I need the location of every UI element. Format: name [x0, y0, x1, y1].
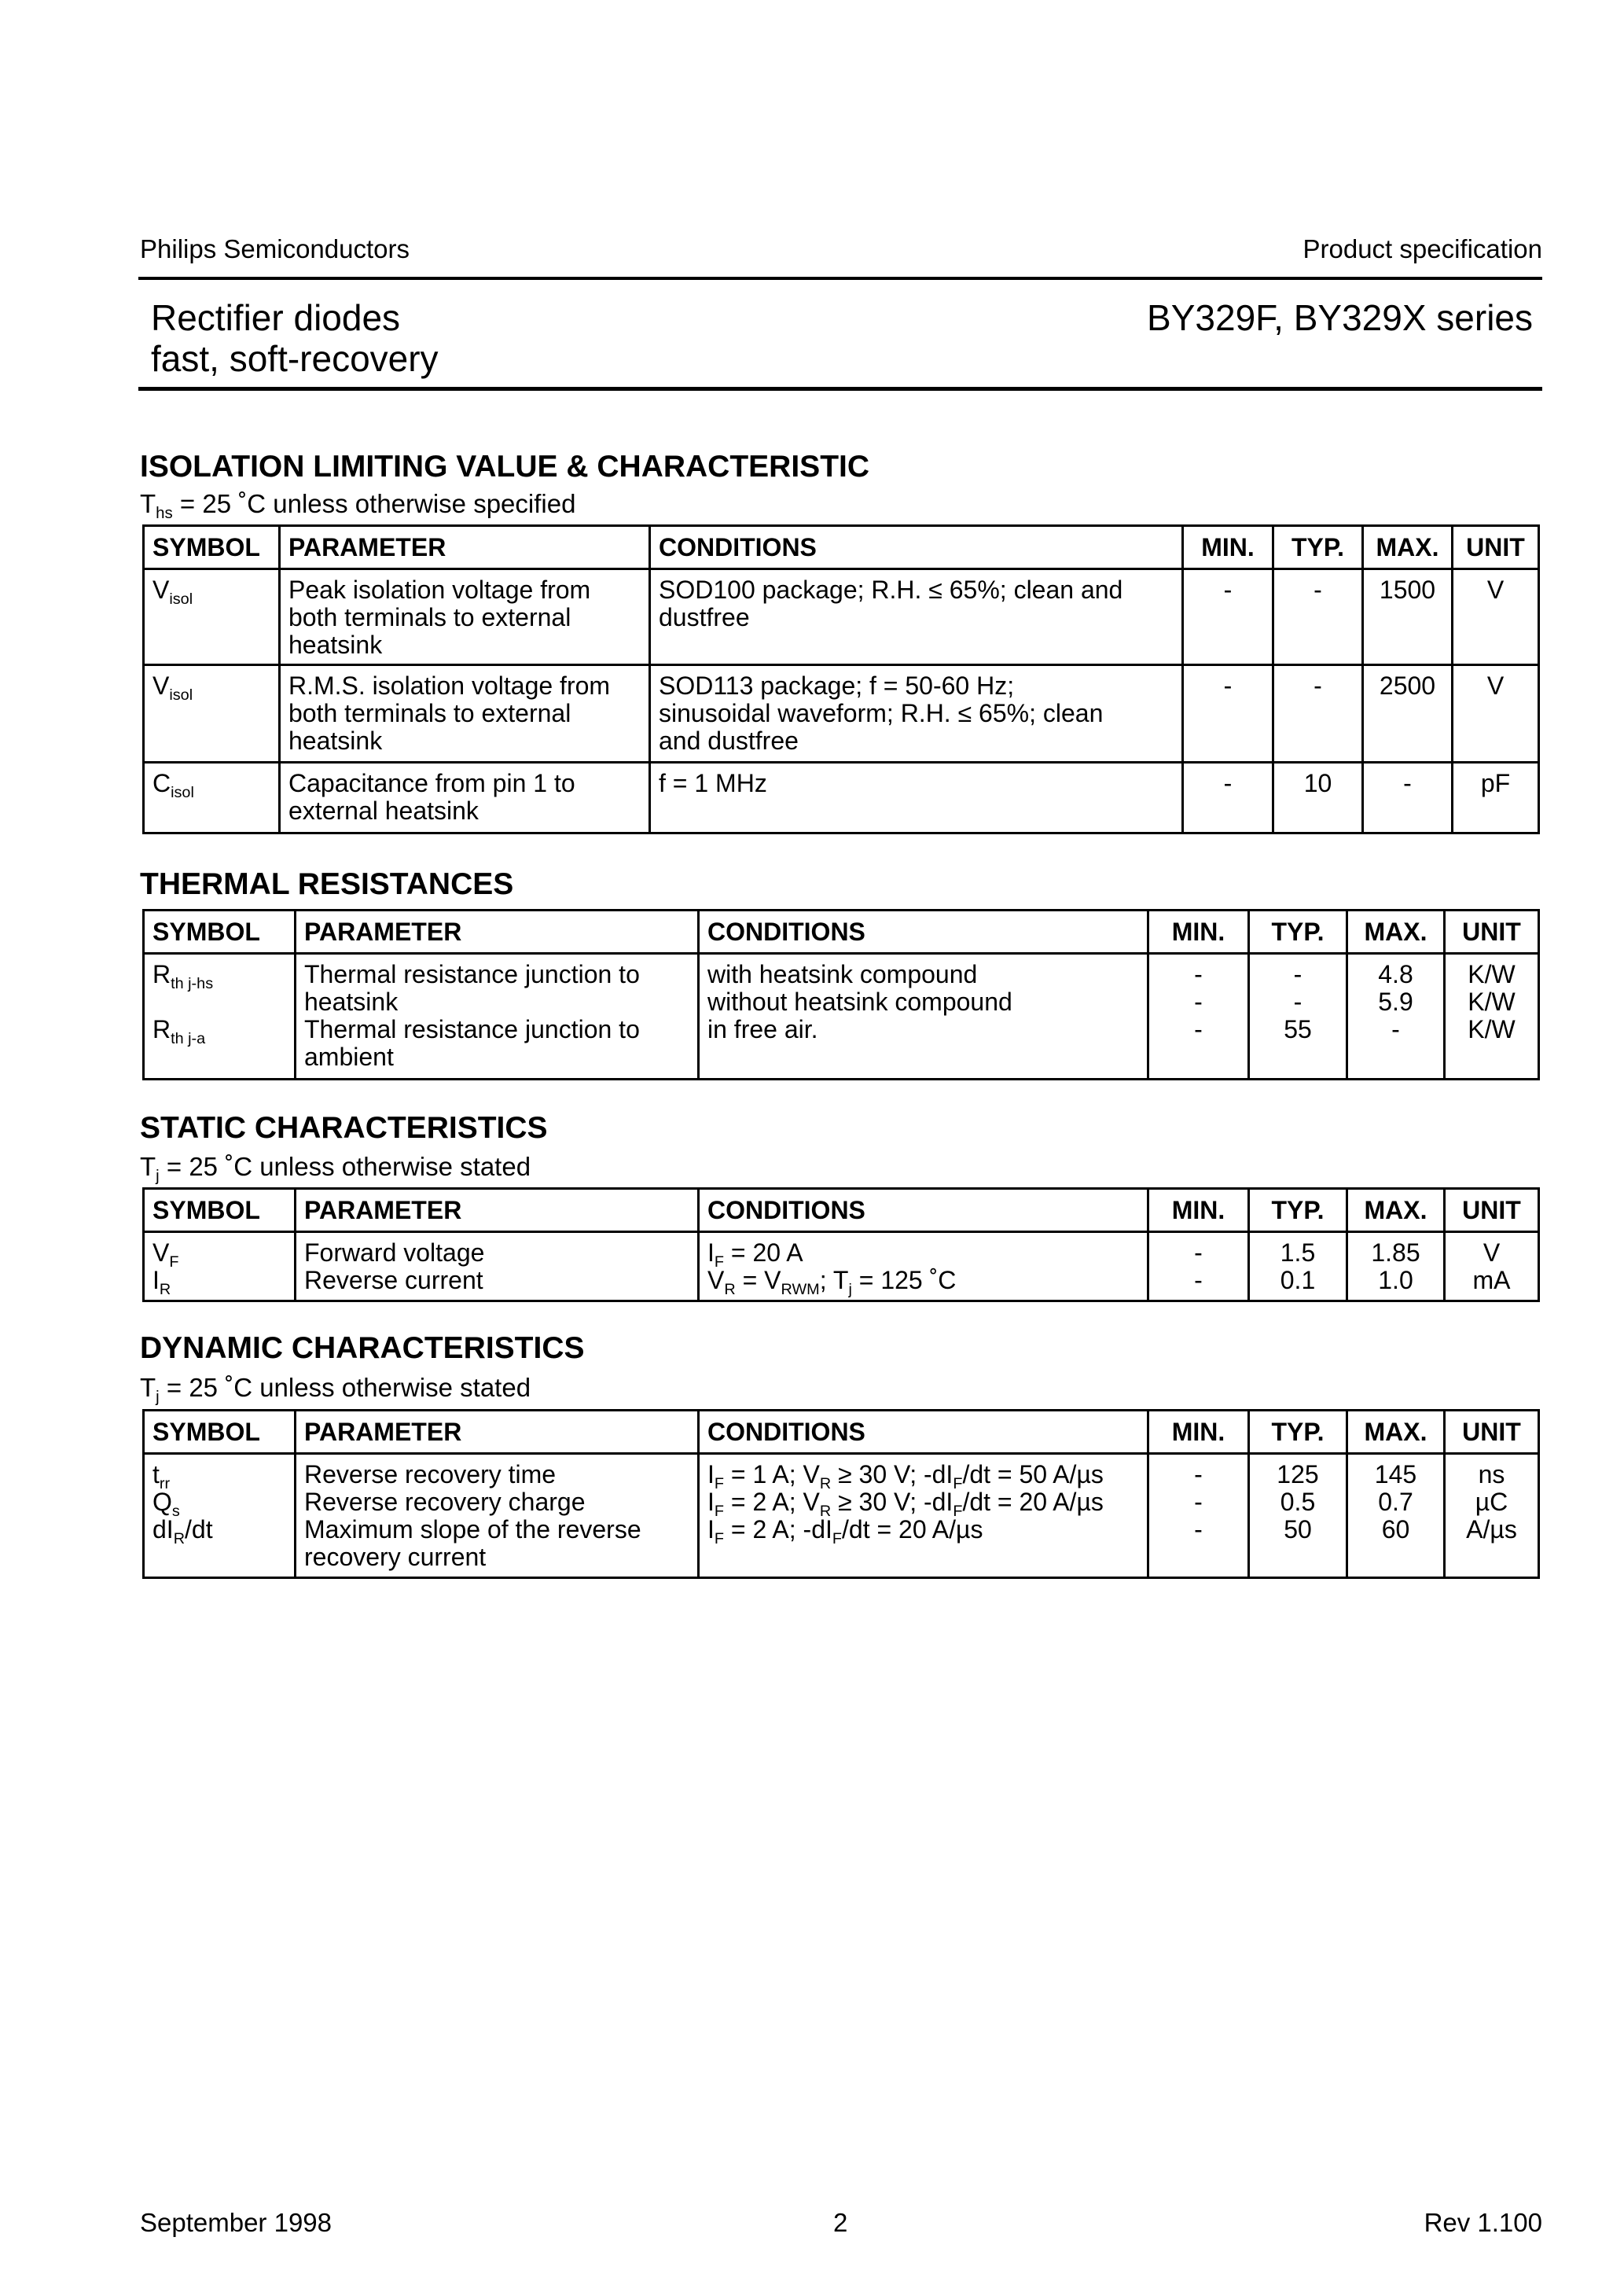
header-rule-bottom [138, 387, 1542, 391]
dynamic-condition-note: $T_j = 25$ ˚C unless otherwise stated [140, 1373, 531, 1407]
isolation-table [142, 524, 1540, 834]
unit-cell: pF [1453, 763, 1539, 833]
col-typ: TYP. [1249, 911, 1347, 954]
col-max: MAX. [1347, 911, 1445, 954]
col-max: MAX. [1347, 1189, 1445, 1232]
max-cell: - [1363, 763, 1453, 833]
typ-cell: 125 0.5 50 [1249, 1454, 1347, 1578]
col-max: MAX. [1363, 526, 1453, 569]
symbol-cell: $C_{isol}$ [144, 763, 280, 833]
footer-revision: Rev 1.100 [1424, 2208, 1542, 2237]
title-line-2: fast, soft-recovery [151, 338, 439, 379]
col-symbol: SYMBOL [144, 1189, 296, 1232]
static-table-header [144, 1189, 1539, 1232]
parameter-cell: R.M.S. isolation voltage from both terminals to external heatsink [280, 665, 650, 763]
typ-cell: - - 55 [1249, 954, 1347, 1080]
col-typ: TYP. [1249, 1411, 1347, 1454]
conditions-cell: with heatsink compound without heatsink compound in free air. [699, 954, 1148, 1080]
typ-cell: - [1273, 665, 1363, 763]
parameter-cell: Peak isolation voltage from both terminals to external heatsink [280, 569, 650, 665]
conditions-cell: SOD113 package; f = 50-60 Hz; sinusoidal waveform; R.H. ≤ 65%; clean and dustfree [650, 665, 1183, 763]
dynamic-table-header [144, 1411, 1539, 1454]
max-cell: 4.8 5.9 - [1347, 954, 1445, 1080]
document-type: Product specification [1303, 234, 1542, 263]
table-row [144, 569, 1539, 665]
conditions-cell: $I_F = 1$ A; $V_R \ge 30$ V; $-dI_F/dt = 50$ A/µs $I_F = 2$ A; $V_R \ge 30$ V; $-dI_F/dt = 20$ A/µs $I_F = 2$ A; $-dI_F/dt = 20$ A/µs [699, 1454, 1148, 1578]
table-row [144, 763, 1539, 833]
table-row [144, 1232, 1539, 1301]
typ-cell: - [1273, 569, 1363, 665]
symbol-cell: $V_{isol}$ [144, 569, 280, 665]
footer-date: September 1998 [140, 2208, 333, 2237]
unit-cell: V [1453, 569, 1539, 665]
isolation-section-title: ISOLATION LIMITING VALUE & CHARACTERISTIC [140, 450, 870, 484]
typ-cell: 1.5 0.1 [1249, 1232, 1347, 1301]
col-symbol: SYMBOL [144, 526, 280, 569]
col-min: MIN. [1148, 911, 1249, 954]
parameter-cell: Capacitance from pin 1 to external heatsink [280, 763, 650, 833]
table-row [144, 1454, 1539, 1578]
company-name: Philips Semiconductors [140, 234, 410, 263]
footer-page-number: 2 [833, 2208, 848, 2237]
unit-cell: V mA [1445, 1232, 1539, 1301]
dynamic-section-title: DYNAMIC CHARACTERISTICS [140, 1331, 585, 1365]
col-conditions: CONDITIONS [650, 526, 1183, 569]
symbol-cell: $V_F$ $I_R$ [144, 1232, 296, 1301]
col-min: MIN. [1148, 1411, 1249, 1454]
min-cell: - [1183, 763, 1273, 833]
dynamic-table [142, 1409, 1540, 1579]
col-typ: TYP. [1249, 1189, 1347, 1232]
conditions-cell: $I_F = 20$ A $V_R = V_{RWM}$; $T_j = 125$ ˚C [699, 1232, 1148, 1301]
parameter-cell: Forward voltage Reverse current [296, 1232, 699, 1301]
static-table [142, 1187, 1540, 1302]
part-number: BY329F, BY329X series [1147, 297, 1533, 338]
col-parameter: PARAMETER [296, 1189, 699, 1232]
col-unit: UNIT [1445, 1189, 1539, 1232]
min-cell: - - [1148, 1232, 1249, 1301]
unit-cell: ns µC A/µs [1445, 1454, 1539, 1578]
max-cell: 2500 [1363, 665, 1453, 763]
col-conditions: CONDITIONS [699, 1411, 1148, 1454]
col-parameter: PARAMETER [280, 526, 650, 569]
table-row [144, 665, 1539, 763]
conditions-cell: SOD100 package; R.H. ≤ 65%; clean and dustfree [650, 569, 1183, 665]
col-conditions: CONDITIONS [699, 911, 1148, 954]
unit-cell: K/W K/W K/W [1445, 954, 1539, 1080]
min-cell: - - - [1148, 1454, 1249, 1578]
thermal-table [142, 909, 1540, 1080]
header-rule-top [138, 277, 1542, 280]
col-typ: TYP. [1273, 526, 1363, 569]
col-min: MIN. [1148, 1189, 1249, 1232]
parameter-cell: Thermal resistance junction to heatsink Thermal resistance junction to ambient [296, 954, 699, 1080]
thermal-table-header [144, 911, 1539, 954]
symbol-cell: $R_{th j-hs}$ $R_{th j-a}$ [144, 954, 296, 1080]
unit-cell: V [1453, 665, 1539, 763]
isolation-table-header [144, 526, 1539, 569]
max-cell: 1500 [1363, 569, 1453, 665]
static-condition-note: $T_j = 25$ ˚C unless otherwise stated [140, 1152, 531, 1186]
isolation-condition-note: $T_{hs} = 25$ ˚C unless otherwise specified [140, 489, 576, 523]
col-parameter: PARAMETER [296, 911, 699, 954]
col-conditions: CONDITIONS [699, 1189, 1148, 1232]
document-title [151, 297, 439, 379]
min-cell: - - - [1148, 954, 1249, 1080]
thermal-section-title: THERMAL RESISTANCES [140, 867, 514, 901]
parameter-cell: Reverse recovery time Reverse recovery charge Maximum slope of the reverse recovery current [296, 1454, 699, 1578]
min-cell: - [1183, 569, 1273, 665]
col-unit: UNIT [1445, 911, 1539, 954]
min-cell: - [1183, 665, 1273, 763]
col-symbol: SYMBOL [144, 1411, 296, 1454]
col-unit: UNIT [1453, 526, 1539, 569]
conditions-cell: f = 1 MHz [650, 763, 1183, 833]
max-cell: 145 0.7 60 [1347, 1454, 1445, 1578]
table-row [144, 954, 1539, 1080]
col-max: MAX. [1347, 1411, 1445, 1454]
symbol-cell: $t_{rr}$ $Q_s$ $dI_R/dt$ [144, 1454, 296, 1578]
col-parameter: PARAMETER [296, 1411, 699, 1454]
static-section-title: STATIC CHARACTERISTICS [140, 1111, 548, 1145]
col-symbol: SYMBOL [144, 911, 296, 954]
max-cell: 1.85 1.0 [1347, 1232, 1445, 1301]
col-unit: UNIT [1445, 1411, 1539, 1454]
col-min: MIN. [1183, 526, 1273, 569]
title-line-1: Rectifier diodes [151, 297, 401, 338]
typ-cell: 10 [1273, 763, 1363, 833]
symbol-cell: $V_{isol}$ [144, 665, 280, 763]
